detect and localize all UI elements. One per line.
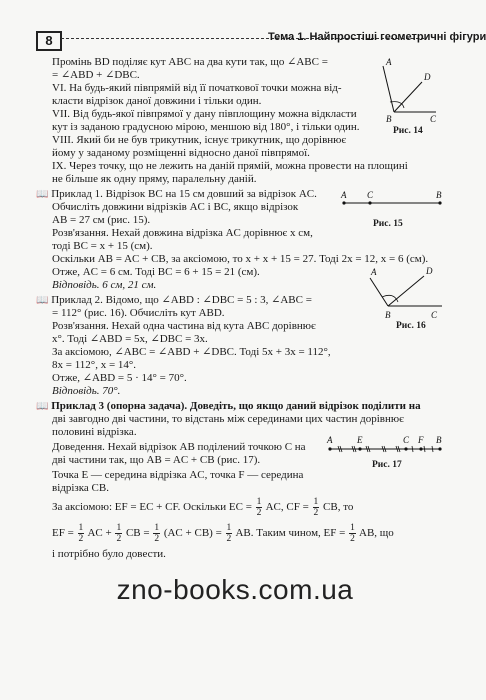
example-2-line-6: 8x = 112°, x = 14°. — [52, 359, 137, 371]
fig17-label-c: C — [403, 435, 410, 445]
example-2-answer: Відповідь. 70°. — [52, 385, 121, 397]
chapter-title: Тема 1. Найпростіші геометричні фігури — [268, 31, 486, 43]
formula-line-2: EF = $\frac{1}{2}$ AC + $\frac{1}{2}$ CB = $\frac{1}{2}$ (AC + CB) = $\frac{1}{2}$ AB. Таким чином, EF = $\frac{1}{2}$ AB, що — [52, 522, 394, 544]
example-1-answer: Відповідь. 6 см, 21 см. — [52, 279, 157, 291]
example-3-line-6: Точка E — середина відрізка AC, точка F — середина — [52, 469, 304, 481]
figure-16-caption: Рис. 16 — [396, 321, 426, 331]
example-2-solution: Розв'язання. Нехай одна частина від кута ABC дорівнює — [52, 320, 316, 332]
book-icon: 📖 — [36, 401, 49, 412]
page-number: 8 — [36, 31, 62, 51]
fig17-label-f: F — [418, 435, 424, 445]
fig16-label-d: D — [426, 266, 433, 276]
fig14-label-b: B — [386, 114, 392, 124]
fig17-label-a: A — [327, 435, 333, 445]
figure-14-caption: Рис. 14 — [393, 126, 423, 136]
figure-17-caption: Рис. 17 — [372, 460, 402, 470]
figure-14-angle — [380, 57, 440, 124]
example-1-line-2: Обчисліть довжини відрізків AC і BC, якщо відрізок — [52, 201, 299, 213]
axiom-viii-line-2: йому у заданому розміщенні відносно даної півпрямої. — [52, 147, 310, 159]
figure-16-angle — [368, 258, 444, 320]
fig14-label-d: D — [424, 72, 431, 82]
fig14-label-c: C — [430, 114, 437, 124]
example-2-line-2: = 112° (рис. 16). Обчисліть кут ABD. — [52, 307, 225, 319]
figure-15-segment — [340, 190, 444, 211]
axiom-vi-line-1: VI. На будь-який півпрямій від її початкової точки можна від- — [52, 82, 342, 94]
example-1-solution: Розв'язання. Нехай довжина відрізка AC дорівнює x см, — [52, 227, 313, 239]
fraction-half: $\frac{1}{2}$ — [350, 522, 355, 544]
fraction-half: $\frac{1}{2}$ — [256, 496, 262, 518]
figure-17-segment — [326, 437, 444, 457]
fig15-label-c: C — [367, 190, 374, 200]
intro-line-1: Промінь BD поділяє кут ABC на два кути так, що ∠ABC = — [52, 56, 328, 68]
formula-line-1: За аксіомою: EF = EC + CF. Оскільки EC = $\frac{1}{2}$ AC, CF = $\frac{1}{2}$ CB, то — [52, 496, 354, 518]
example-3-line-3: половині відрізка. — [52, 426, 137, 438]
fig14-label-a: A — [386, 57, 392, 67]
book-icon: 📖 — [36, 189, 49, 200]
axiom-vi-line-2: класти відрізок даної довжини і тільки один. — [52, 95, 262, 107]
fraction-half: $\frac{1}{2}$ — [116, 522, 122, 544]
axiom-ix-line-2: не більше як одну пряму, паралельну даній. — [52, 173, 257, 185]
fraction-half: $\frac{1}{2}$ — [226, 522, 232, 544]
axiom-ix-line-1: IX. Через точку, що не лежить на даній прямій, можна провести на площині — [52, 160, 408, 172]
example-1-line-5: тоді BC = x + 15 (см). — [52, 240, 153, 252]
intro-line-2: = ∠ABD + ∠DBC. — [52, 69, 140, 81]
watermark: zno-books.com.ua — [116, 574, 354, 605]
formula-line-3: і потрібно було довести. — [52, 548, 166, 560]
example-1-line-6: Оскільки AB = AC + CB, за аксіомою, то x + x + 15 = 27. Тоді 2x = 12, x = 6 (см). — [52, 253, 429, 265]
figure-15-caption: Рис. 15 — [373, 219, 403, 229]
fig16-label-a: A — [371, 267, 377, 277]
example-3-line-7: відрізка CB. — [52, 482, 109, 494]
fraction-half: $\frac{1}{2}$ — [78, 522, 84, 544]
fig15-label-b: B — [436, 190, 442, 200]
axiom-vii-line-2: кут із заданою градусною мірою, меншою від 180°, і тільки один. — [52, 121, 360, 133]
example-1-heading: 📖 Приклад 1. Відрізок BC на 15 см довший за відрізок AC. — [36, 188, 317, 200]
fraction-half: $\frac{1}{2}$ — [154, 522, 160, 544]
axiom-viii-line-1: VIII. Який би не був трикутник, існує трикутник, що дорівнює — [52, 134, 347, 146]
example-1-line-7: Отже, AC = 6 см. Тоді BC = 6 + 15 = 21 (см). — [52, 266, 260, 278]
fraction-half: $\frac{1}{2}$ — [313, 496, 319, 518]
axiom-vii-line-1: VII. Від будь-якої півпрямої у дану півплощину можна відкласти — [52, 108, 357, 120]
example-3-line-5: дві частини так, що AB = AC + CB (рис. 17). — [52, 454, 261, 466]
fig16-label-c: C — [431, 310, 438, 320]
fig17-label-b: B — [436, 435, 442, 445]
example-3-line-2: дві завгодно дві частини, то відстань між серединами цих частин дорівнює — [52, 413, 404, 425]
example-2-line-4: x°. Тоді ∠ABD = 5x, ∠DBC = 3x. — [52, 333, 208, 345]
example-1-line-3: AB = 27 см (рис. 15). — [52, 214, 151, 226]
example-2-heading: 📖 Приклад 2. Відомо, що ∠ABD : ∠DBC = 5 : 3, ∠ABC = — [36, 294, 312, 306]
example-2-line-5: За аксіомою, ∠ABC = ∠ABD + ∠DBC. Тоді 5x + 3x = 112°, — [52, 346, 331, 358]
fig15-label-a: A — [341, 190, 347, 200]
example-2-line-7: Отже, ∠ABD = 5 · 14° = 70°. — [52, 372, 187, 384]
fig17-label-e: E — [357, 435, 363, 445]
example-3-heading: 📖 Приклад 3 (опорна задача). Доведіть, що якщо даний відрізок поділити на — [36, 400, 421, 412]
example-3-proof: Доведення. Нехай відрізок AB поділений точкою C на — [52, 441, 306, 453]
fig16-label-b: B — [385, 310, 391, 320]
book-icon: 📖 — [36, 295, 49, 306]
